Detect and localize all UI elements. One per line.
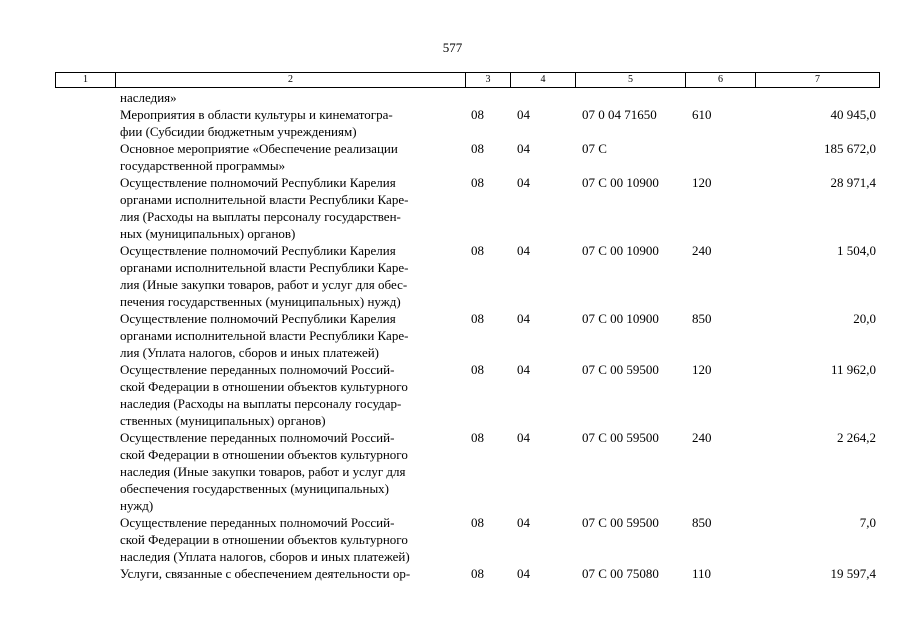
description-line: ской Федерации в отношении объектов культурного — [120, 447, 408, 462]
cell-c6: 240 — [692, 243, 712, 258]
cell-c5: 07 С 00 59500 — [582, 515, 659, 530]
cell-c5: 07 С 00 59500 — [582, 362, 659, 377]
cell-c3: 08 — [471, 311, 484, 326]
row-description — [120, 361, 465, 429]
cell-c5: 07 С — [582, 141, 607, 156]
cell-c3: 08 — [471, 430, 484, 445]
cell-c5: 07 С 00 75080 — [582, 566, 659, 581]
cell-c5: 07 0 04 71650 — [582, 107, 657, 122]
table-row — [0, 106, 905, 140]
cell-c7: 2 264,2 — [837, 430, 876, 445]
header-col-3: 3 — [466, 73, 511, 87]
description-line: Осуществление полномочий Республики Карелия — [120, 243, 396, 258]
description-line: нужд) — [120, 498, 154, 513]
cell-c7: 40 945,0 — [830, 107, 876, 122]
cell-c3: 08 — [471, 107, 484, 122]
description-line: Услуги, связанные с обеспечением деятельности ор- — [120, 566, 411, 581]
description-line: ской Федерации в отношении объектов культурного — [120, 379, 408, 394]
description-line: государственной программы» — [120, 158, 286, 173]
description-line: Осуществление переданных полномочий Россий- — [120, 430, 395, 445]
cell-c7: 19 597,4 — [830, 566, 876, 581]
cell-c4: 04 — [517, 515, 530, 530]
description-line: наследия (Иные закупки товаров, работ и услуг для — [120, 464, 406, 479]
description-line: фии (Субсидии бюджетным учреждениям) — [120, 124, 357, 139]
row-description — [120, 565, 465, 582]
cell-c7: 11 962,0 — [830, 362, 876, 377]
row-description — [120, 310, 465, 361]
description-line: наследия (Уплата налогов, сборов и иных платежей) — [120, 549, 410, 564]
description-line: обеспечения государственных (муниципальных) — [120, 481, 390, 496]
table-header — [55, 72, 880, 88]
row-description — [120, 140, 465, 174]
cell-c7: 185 672,0 — [824, 141, 876, 156]
cell-c6: 120 — [692, 175, 712, 190]
description-line: Осуществление переданных полномочий Россий- — [120, 362, 395, 377]
description-line: органами исполнительной власти Республики Каре- — [120, 192, 409, 207]
header-col-5: 5 — [576, 73, 686, 87]
cell-c4: 04 — [517, 141, 530, 156]
cell-c4: 04 — [517, 311, 530, 326]
cell-c7: 20,0 — [853, 311, 876, 326]
description-line: ской Федерации в отношении объектов культурного — [120, 532, 408, 547]
description-line: органами исполнительной власти Республики Каре- — [120, 260, 409, 275]
cell-c6: 240 — [692, 430, 712, 445]
row-description — [120, 242, 465, 310]
table-row — [0, 429, 905, 514]
cell-c3: 08 — [471, 243, 484, 258]
cell-c5: 07 С 00 59500 — [582, 430, 659, 445]
description-line: органами исполнительной власти Республики Каре- — [120, 328, 409, 343]
row-description — [120, 174, 465, 242]
cell-c6: 850 — [692, 311, 712, 326]
cell-c6: 850 — [692, 515, 712, 530]
cell-c3: 08 — [471, 141, 484, 156]
cell-c5: 07 С 00 10900 — [582, 243, 659, 258]
header-col-6: 6 — [686, 73, 756, 87]
cell-c6: 120 — [692, 362, 712, 377]
cell-c4: 04 — [517, 107, 530, 122]
cell-c4: 04 — [517, 175, 530, 190]
table-row — [0, 89, 905, 106]
description-line: ных (муниципальных) органов) — [120, 226, 296, 241]
description-line: Осуществление полномочий Республики Карелия — [120, 175, 396, 190]
cell-c4: 04 — [517, 362, 530, 377]
description-line: наследия (Расходы на выплаты персоналу государ- — [120, 396, 402, 411]
cell-c5: 07 С 00 10900 — [582, 311, 659, 326]
cell-c3: 08 — [471, 566, 484, 581]
row-description — [120, 106, 465, 140]
description-line: наследия» — [120, 90, 177, 105]
cell-c7: 1 504,0 — [837, 243, 876, 258]
table-row — [0, 310, 905, 361]
table-row — [0, 514, 905, 565]
description-line: Осуществление переданных полномочий Россий- — [120, 515, 395, 530]
header-col-4: 4 — [511, 73, 576, 87]
cell-c4: 04 — [517, 430, 530, 445]
cell-c3: 08 — [471, 515, 484, 530]
header-col-1: 1 — [56, 73, 116, 87]
cell-c6: 610 — [692, 107, 712, 122]
table-row — [0, 565, 905, 582]
row-description — [120, 89, 465, 106]
cell-c7: 28 971,4 — [830, 175, 876, 190]
cell-c6: 110 — [692, 566, 712, 581]
header-col-2: 2 — [116, 73, 466, 87]
header-col-7: 7 — [815, 74, 820, 85]
cell-c7: 7,0 — [859, 515, 876, 530]
cell-c3: 08 — [471, 175, 484, 190]
description-line: лия (Уплата налогов, сборов и иных платежей) — [120, 345, 380, 360]
table-row — [0, 140, 905, 174]
cell-c3: 08 — [471, 362, 484, 377]
description-line: лия (Иные закупки товаров, работ и услуг для обес- — [120, 277, 408, 292]
description-line: печения государственных (муниципальных) нужд) — [120, 294, 401, 309]
table-row — [0, 361, 905, 429]
cell-c5: 07 С 00 10900 — [582, 175, 659, 190]
table-row — [0, 242, 905, 310]
row-description — [120, 514, 465, 565]
description-line: лия (Расходы на выплаты персоналу государствен- — [120, 209, 401, 224]
table-row — [0, 174, 905, 242]
cell-c4: 04 — [517, 566, 530, 581]
description-line: Основное мероприятие «Обеспечение реализации — [120, 141, 398, 156]
description-line: Мероприятия в области культуры и кинематогра- — [120, 107, 393, 122]
table-body — [0, 89, 905, 582]
description-line: Осуществление полномочий Республики Карелия — [120, 311, 396, 326]
cell-c4: 04 — [517, 243, 530, 258]
row-description — [120, 429, 465, 514]
description-line: ственных (муниципальных) органов) — [120, 413, 326, 428]
page-number: 577 — [442, 40, 463, 55]
